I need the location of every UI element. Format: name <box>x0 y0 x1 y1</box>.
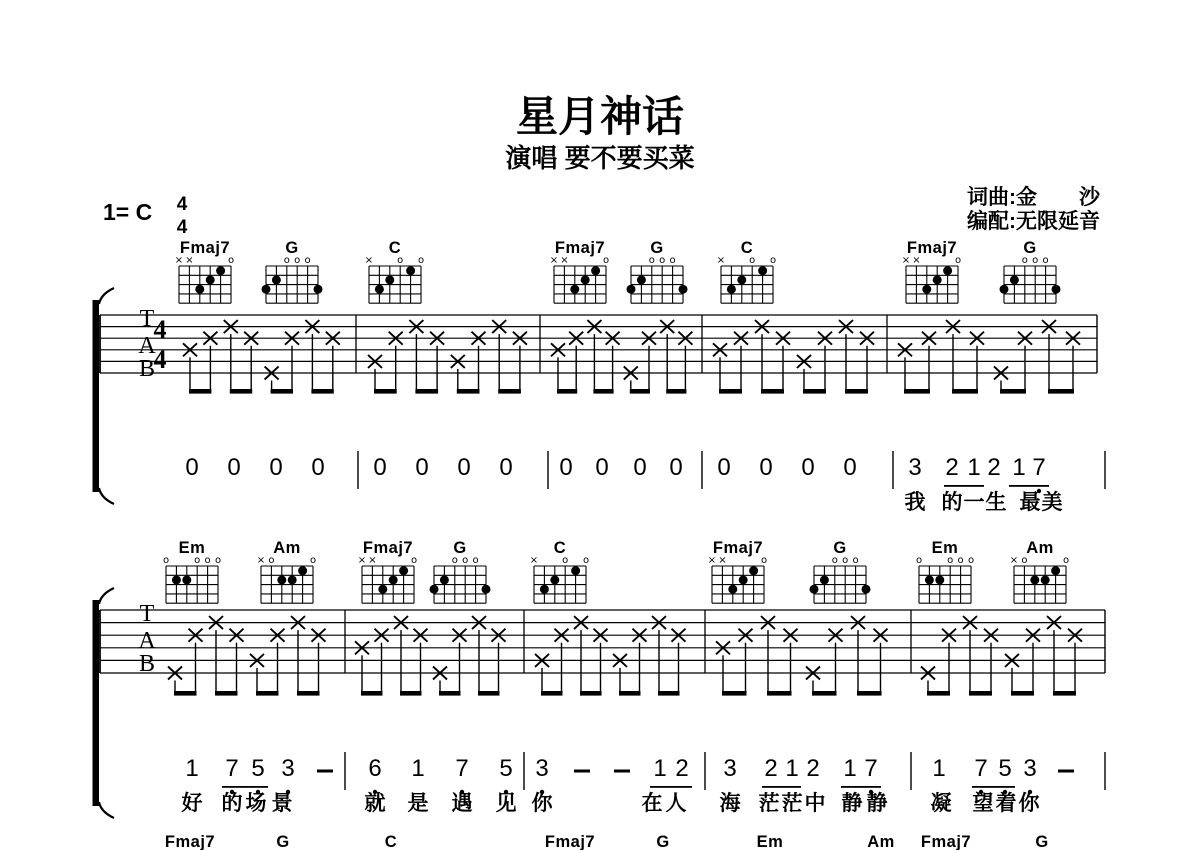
open-string-marker: o <box>669 255 676 266</box>
muted-string-marker: × <box>718 555 727 566</box>
chord-finger-dot <box>933 275 942 284</box>
song-title: 星月神话 <box>515 93 684 140</box>
open-string-marker: o <box>1042 255 1049 266</box>
tab-letter: T <box>139 306 155 332</box>
staff-time-signature-bottom: 4 <box>153 345 167 374</box>
open-string-marker: o <box>268 555 275 566</box>
melody-number: 2 <box>675 755 689 782</box>
system-bracket <box>93 300 100 492</box>
chord-name: Fmaj7 <box>906 239 958 257</box>
chord-finger-dot <box>406 266 415 275</box>
lyric-char: 一 <box>963 491 985 514</box>
open-string-marker: o <box>842 555 849 566</box>
chord-name: G <box>453 539 467 557</box>
chord-name: Am <box>867 833 895 850</box>
chord-finger-dot <box>216 266 225 275</box>
chord-name: Am <box>1026 539 1054 557</box>
chord-name: Fmaj7 <box>712 539 764 557</box>
chord-finger-dot <box>739 575 748 584</box>
chord-finger-dot <box>943 266 952 275</box>
melody-number: 5 <box>251 755 265 782</box>
muted-string-marker: × <box>256 555 266 566</box>
eighth-beam <box>374 389 397 394</box>
eighth-beam <box>719 389 742 394</box>
melody-number: 0 <box>559 454 573 481</box>
chord-finger-dot <box>195 285 204 294</box>
eighth-underline <box>222 786 268 788</box>
eighth-beam <box>478 691 500 696</box>
key-signature: 1= C <box>103 199 153 225</box>
eighth-beam <box>541 691 563 696</box>
melody-number: 7 <box>455 755 469 782</box>
chord-name: G <box>1023 239 1037 257</box>
eighth-beam <box>557 389 577 394</box>
eighth-beam <box>969 691 992 696</box>
open-string-marker: o <box>162 555 170 566</box>
open-string-marker: o <box>304 255 311 266</box>
melody-number: 3 <box>281 755 295 782</box>
lyric-char: 凝 <box>930 792 952 815</box>
chord-finger-dot <box>728 585 737 594</box>
open-string-marker: o <box>1062 555 1070 566</box>
melody-number: 1 <box>411 755 425 782</box>
melody-number: 1 <box>932 755 946 782</box>
chord-name: C <box>388 239 402 257</box>
melody-number: 3 <box>723 755 737 782</box>
chord-name: C <box>740 239 754 257</box>
melody-number: 2 <box>945 454 959 481</box>
chord-finger-dot <box>727 285 736 294</box>
chord-name: G <box>1035 833 1049 850</box>
open-string-marker: o <box>947 555 954 566</box>
eighth-underline <box>650 786 692 788</box>
melody-number: 5 <box>499 755 513 782</box>
eighth-beam <box>415 389 438 394</box>
muted-string-marker: × <box>364 255 374 266</box>
lyric-char: 就 <box>364 792 386 815</box>
chord-finger-dot <box>389 575 398 584</box>
bracket-hook-bottom <box>99 802 114 818</box>
chord-finger-dot <box>550 575 559 584</box>
lyric-char: 静 <box>866 792 888 815</box>
open-string-marker: o <box>562 555 569 566</box>
lyric-char: 的 <box>221 792 243 815</box>
lyric-char: 景 <box>271 792 293 815</box>
chord-name: G <box>276 833 290 850</box>
open-string-marker: o <box>214 555 222 566</box>
lyric-char: 场 <box>245 792 267 815</box>
chord-name: Em <box>931 539 959 557</box>
eighth-beam <box>256 691 279 696</box>
bracket-hook-top <box>99 288 114 304</box>
system-bracket <box>93 600 100 806</box>
chord-finger-dot <box>385 275 394 284</box>
eighth-beam <box>580 691 602 696</box>
melody-number: 0 <box>669 454 683 481</box>
melody-number: 0 <box>269 454 283 481</box>
muted-string-marker: × <box>357 555 367 566</box>
muted-string-marker: × <box>174 255 184 266</box>
muted-string-marker: × <box>185 255 194 266</box>
open-string-marker: o <box>417 255 425 266</box>
song-subtitle: 演唱 要不要买菜 <box>505 143 695 173</box>
chord-finger-dot <box>482 585 491 594</box>
lyric-char: 生 <box>985 491 1007 514</box>
melody-number: 0 <box>457 454 471 481</box>
eighth-beam <box>857 691 882 696</box>
bracket-hook-bottom <box>99 488 114 504</box>
lyric-char: 望 <box>972 792 994 815</box>
tab-letter: A <box>138 627 156 654</box>
chord-finger-dot <box>206 275 215 284</box>
chord-finger-dot <box>1052 285 1061 294</box>
duration-dash <box>317 770 333 773</box>
chord-name: Fmaj7 <box>554 239 606 257</box>
melody-number: 1 <box>653 755 667 782</box>
eighth-beam <box>271 389 293 394</box>
lyric-char: 好 <box>181 792 203 815</box>
melody-number: 0 <box>717 454 731 481</box>
open-string-marker: o <box>967 555 975 566</box>
open-string-marker: o <box>957 555 964 566</box>
chord-finger-dot <box>314 285 323 294</box>
chord-finger-dot <box>737 275 746 284</box>
lyric-char: 见 <box>495 792 517 815</box>
open-string-marker: o <box>769 255 777 266</box>
chord-finger-dot <box>288 575 297 584</box>
chord-name: Fmaj7 <box>179 239 231 257</box>
melody-number: 7 <box>225 755 239 782</box>
melody-number: 0 <box>415 454 429 481</box>
eighth-beam <box>174 691 197 696</box>
lyric-char: 在 <box>641 792 663 815</box>
chord-finger-dot <box>1000 285 1009 294</box>
melody-number: 3 <box>1023 755 1037 782</box>
open-string-marker: o <box>852 555 859 566</box>
eighth-beam <box>439 691 461 696</box>
chord-name: Fmaj7 <box>164 833 216 850</box>
melody-number: 0 <box>373 454 387 481</box>
open-string-marker: o <box>1032 255 1039 266</box>
eighth-beam <box>400 691 422 696</box>
muted-string-marker: × <box>716 255 726 266</box>
muted-string-marker: × <box>560 255 569 266</box>
muted-string-marker: × <box>901 255 911 266</box>
open-string-marker: o <box>309 555 317 566</box>
chord-finger-dot <box>182 575 191 584</box>
eighth-beam <box>767 691 792 696</box>
eighth-beam <box>361 691 383 696</box>
open-string-marker: o <box>915 555 923 566</box>
open-string-marker: o <box>1021 555 1028 566</box>
eighth-beam <box>230 389 252 394</box>
chord-finger-dot <box>262 285 271 294</box>
chord-name: C <box>384 833 398 850</box>
melody-number: 2 <box>987 454 1001 481</box>
chord-finger-dot <box>637 275 646 284</box>
muted-string-marker: × <box>368 555 377 566</box>
muted-string-marker: × <box>529 555 539 566</box>
eighth-beam <box>297 691 320 696</box>
chord-finger-dot <box>540 585 549 594</box>
eighth-beam <box>498 389 521 394</box>
lyric-char: 的 <box>941 491 963 514</box>
tab-letter: T <box>139 601 155 627</box>
chord-finger-dot <box>172 575 181 584</box>
open-string-marker: o <box>194 555 201 566</box>
eighth-underline <box>972 786 1015 788</box>
open-string-marker: o <box>472 555 479 566</box>
lyric-char: 人 <box>665 792 687 815</box>
lyric-char: 茫 <box>781 792 803 815</box>
chord-finger-dot <box>375 285 384 294</box>
melody-number: 1 <box>843 755 857 782</box>
open-string-marker: o <box>831 555 838 566</box>
time-signature-top: 4 <box>176 194 188 215</box>
eighth-beam <box>215 691 238 696</box>
chord-name: G <box>833 539 847 557</box>
chord-finger-dot <box>925 575 934 584</box>
melody-number: 0 <box>227 454 241 481</box>
melody-number: 6 <box>368 755 382 782</box>
melody-number: 3 <box>908 454 922 481</box>
chord-finger-dot <box>378 585 387 594</box>
open-string-marker: o <box>659 255 666 266</box>
eighth-underline <box>762 786 801 788</box>
tab-letter: B <box>138 650 156 677</box>
eighth-underline <box>841 786 881 788</box>
melody-number: 0 <box>311 454 325 481</box>
melody-number: 2 <box>806 755 820 782</box>
open-string-marker: o <box>204 555 211 566</box>
open-string-marker: o <box>462 555 469 566</box>
composer-credit: 词曲:金 沙 <box>967 186 1100 209</box>
lyric-char: 中 <box>804 792 826 815</box>
open-string-marker: o <box>749 255 756 266</box>
melody-number: 0 <box>759 454 773 481</box>
melody-number: 0 <box>499 454 513 481</box>
melody-number: 1 <box>185 755 199 782</box>
staff-time-signature-top: 4 <box>153 315 167 344</box>
chord-name: G <box>656 833 670 850</box>
chord-finger-dot <box>1010 275 1019 284</box>
open-string-marker: o <box>582 555 590 566</box>
chord-finger-dot <box>581 275 590 284</box>
open-string-marker: o <box>451 555 458 566</box>
melody-number: 0 <box>595 454 609 481</box>
chord-finger-dot <box>922 285 931 294</box>
eighth-beam <box>927 691 950 696</box>
chord-finger-dot <box>430 585 439 594</box>
open-string-marker: o <box>602 255 610 266</box>
melody-number: 7 <box>974 755 988 782</box>
melody-number: 0 <box>801 454 815 481</box>
chord-finger-dot <box>862 585 871 594</box>
muted-string-marker: × <box>912 255 921 266</box>
chord-finger-dot <box>277 575 286 584</box>
open-string-marker: o <box>397 255 404 266</box>
open-string-marker: o <box>227 255 235 266</box>
chord-finger-dot <box>758 266 767 275</box>
lyric-char: 着 <box>995 792 1017 815</box>
melody-number: 2 <box>764 755 778 782</box>
tab-letter: A <box>138 332 156 359</box>
melody-number: 1 <box>1012 454 1026 481</box>
eighth-beam <box>952 389 978 394</box>
eighth-beam <box>904 389 930 394</box>
chord-finger-dot <box>399 566 408 575</box>
chord-finger-dot <box>1030 575 1039 584</box>
muted-string-marker: × <box>549 255 559 266</box>
eighth-beam <box>457 389 480 394</box>
lyric-char: 海 <box>719 792 741 815</box>
chord-finger-dot <box>679 285 688 294</box>
chord-name: Am <box>273 539 301 557</box>
open-string-marker: o <box>760 555 768 566</box>
chord-name: C <box>553 539 567 557</box>
chord-name: G <box>285 239 299 257</box>
open-string-marker: o <box>294 255 301 266</box>
tab-letter: B <box>138 355 156 382</box>
melody-number: 0 <box>633 454 647 481</box>
melody-number: 5 <box>998 755 1012 782</box>
bracket-hook-top <box>99 588 114 604</box>
chord-finger-dot <box>298 566 307 575</box>
eighth-beam <box>761 389 784 394</box>
melody-number: 1 <box>967 454 981 481</box>
melody-number: 7 <box>864 755 878 782</box>
chord-name: Em <box>756 833 784 850</box>
chord-name: Fmaj7 <box>362 539 414 557</box>
chord-finger-dot <box>571 566 580 575</box>
lyric-char: 静 <box>841 792 863 815</box>
eighth-beam <box>1000 389 1026 394</box>
eighth-beam <box>666 389 686 394</box>
chord-finger-dot <box>591 266 600 275</box>
chord-finger-dot <box>570 285 579 294</box>
chord-finger-dot <box>1041 575 1050 584</box>
muted-string-marker: × <box>1009 555 1019 566</box>
lyric-char: 是 <box>407 792 429 815</box>
open-string-marker: o <box>648 255 655 266</box>
chord-finger-dot <box>935 575 944 584</box>
chord-name: Fmaj7 <box>920 833 972 850</box>
eighth-beam <box>311 389 333 394</box>
chord-finger-dot <box>272 275 281 284</box>
lyric-char: 最 <box>1019 491 1041 514</box>
open-string-marker: o <box>283 255 290 266</box>
lyric-char: 你 <box>531 792 553 815</box>
chord-finger-dot <box>627 285 636 294</box>
eighth-beam <box>658 691 680 696</box>
chord-name: Fmaj7 <box>544 833 596 850</box>
chord-finger-dot <box>810 585 819 594</box>
open-string-marker: o <box>410 555 418 566</box>
lyric-char: 你 <box>1018 792 1040 815</box>
duration-dash <box>614 770 630 773</box>
eighth-underline <box>944 485 984 487</box>
melody-number: 0 <box>185 454 199 481</box>
melody-number: 7 <box>1032 454 1046 481</box>
melody-number: 3 <box>535 755 549 782</box>
eighth-beam <box>189 389 211 394</box>
open-string-marker: o <box>1021 255 1028 266</box>
eighth-beam <box>619 691 641 696</box>
eighth-beam <box>593 389 613 394</box>
chord-finger-dot <box>1051 566 1060 575</box>
eighth-beam <box>1053 691 1076 696</box>
eighth-beam <box>630 389 650 394</box>
eighth-beam <box>722 691 747 696</box>
chord-finger-dot <box>749 566 758 575</box>
chord-finger-dot <box>820 575 829 584</box>
lyric-char: 我 <box>904 491 926 514</box>
duration-dash <box>1058 770 1074 773</box>
lyric-char: 美 <box>1041 491 1063 514</box>
eighth-underline <box>1009 485 1049 487</box>
duration-dash <box>574 770 590 773</box>
chord-name: G <box>650 239 664 257</box>
chord-finger-dot <box>440 575 449 584</box>
chord-name: Em <box>178 539 206 557</box>
lyric-char: 遇 <box>451 792 473 815</box>
open-string-marker: o <box>954 255 962 266</box>
lyric-char: 茫 <box>758 792 780 815</box>
eighth-beam <box>812 691 837 696</box>
muted-string-marker: × <box>707 555 717 566</box>
eighth-beam <box>1048 389 1074 394</box>
arranger-credit: 编配:无限延音 <box>967 210 1100 233</box>
eighth-beam <box>1011 691 1034 696</box>
time-signature-bottom: 4 <box>176 217 188 238</box>
eighth-beam <box>845 389 868 394</box>
melody-number: 0 <box>843 454 857 481</box>
eighth-beam <box>803 389 826 394</box>
melody-number: 1 <box>785 755 799 782</box>
